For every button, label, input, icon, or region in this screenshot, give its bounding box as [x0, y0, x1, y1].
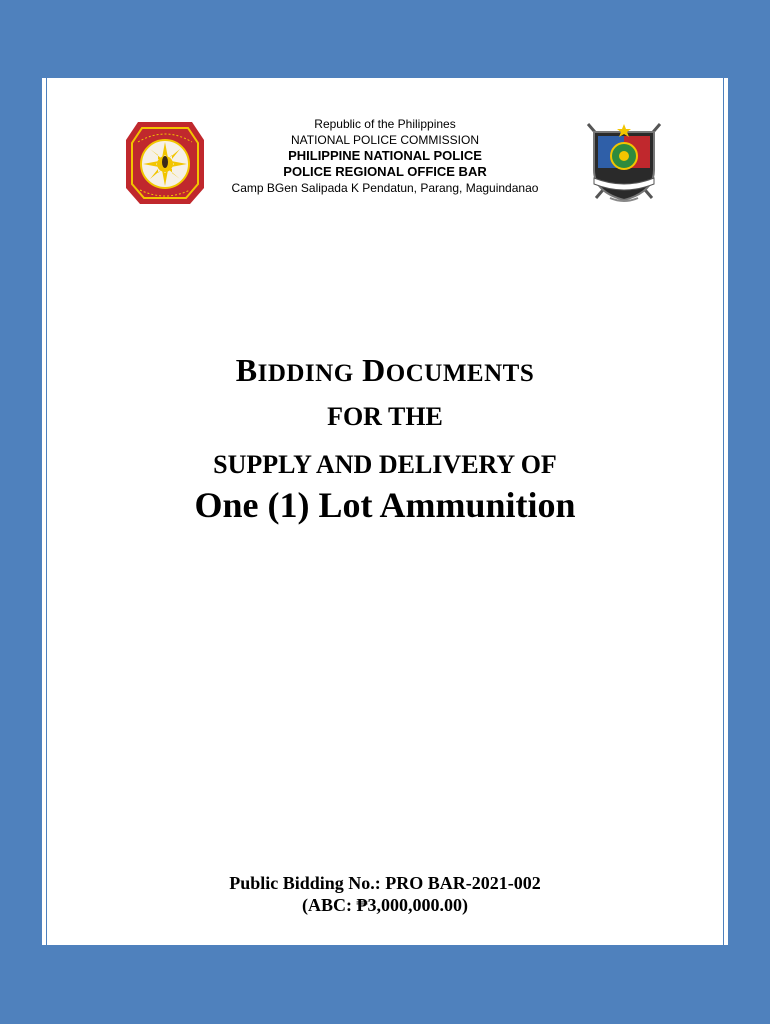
letterhead-commission: NATIONAL POLICE COMMISSION: [290, 133, 480, 147]
title-word1-cap: B: [235, 352, 258, 388]
title-word2-cap: D: [362, 352, 386, 388]
letterhead-agency: PHILIPPINE NATIONAL POLICE: [288, 148, 482, 163]
left-border-rule: [46, 0, 47, 1024]
bidding-number: Public Bidding No.: PRO BAR-2021-002: [229, 873, 541, 893]
document-page: [52, 80, 718, 943]
top-border-band: [0, 0, 770, 78]
title-word1-rest: IDDING: [257, 360, 354, 387]
document-title: [52, 350, 718, 394]
letterhead: [52, 116, 718, 196]
bottom-border-band: [0, 945, 770, 1024]
right-border-rule: [723, 0, 724, 1024]
letterhead-office: POLICE REGIONAL OFFICE BAR: [283, 164, 487, 179]
title-word2-rest: OCUMENTS: [385, 360, 535, 387]
letterhead-address: Camp BGen Salipada K Pendatun, Parang, Maguindanao: [231, 181, 539, 195]
title-block: [52, 350, 718, 526]
letterhead-country: Republic of the Philippines: [314, 117, 456, 131]
title-for-the: FOR THE: [327, 402, 443, 431]
right-border-band: [728, 0, 770, 1024]
title-item: One (1) Lot Ammunition: [194, 485, 576, 525]
approved-budget: (ABC: ₱3,000,000.00): [302, 895, 468, 915]
left-border-band: [0, 0, 42, 1024]
bidding-info: [52, 872, 718, 916]
title-supply-delivery: SUPPLY AND DELIVERY OF: [213, 450, 557, 479]
